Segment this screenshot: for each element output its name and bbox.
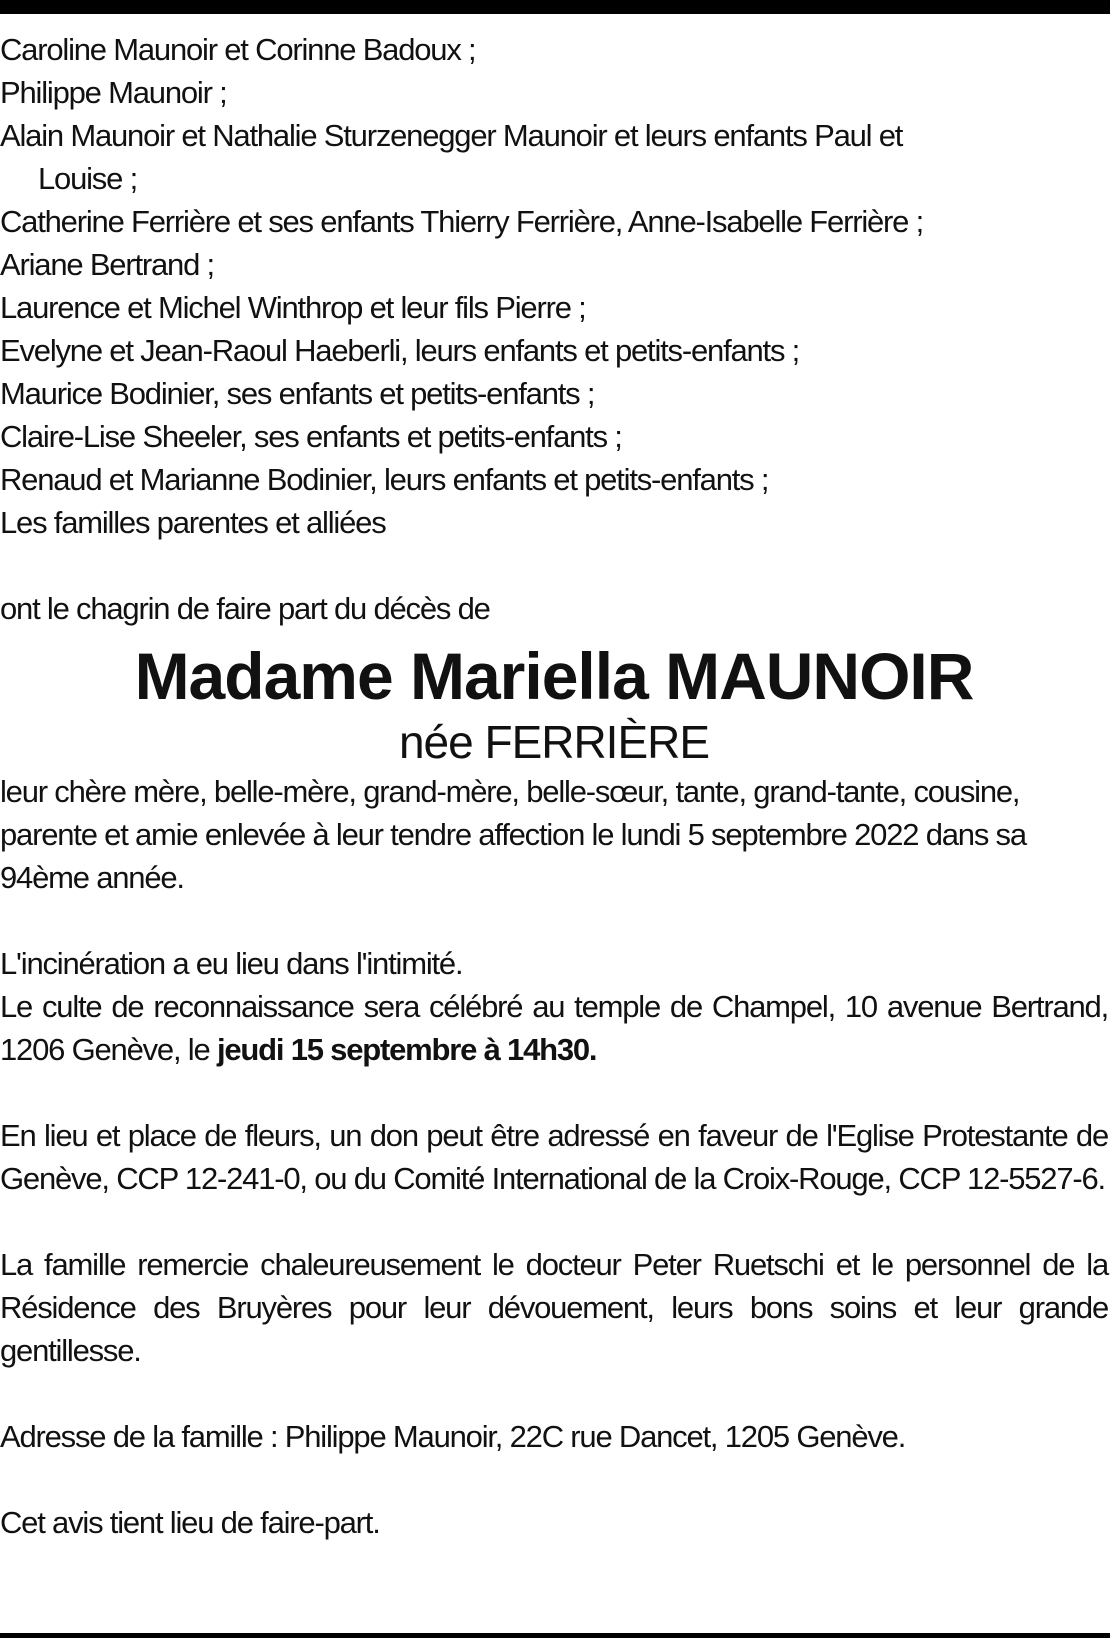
- death-notice: [0, 28, 1108, 1544]
- service-date: jeudi 15 septembre à 14h30.: [216, 1032, 597, 1067]
- spacer: [0, 544, 1108, 587]
- mourner-line: Catherine Ferrière et ses enfants Thierry Ferrière, Anne-Isabelle Ferrière ;: [0, 204, 924, 239]
- spacer: [0, 1200, 1108, 1243]
- bottom-border-rule: [0, 1633, 1110, 1638]
- service-details: [0, 985, 1108, 1071]
- mourner-line-continuation: Louise ;: [38, 161, 137, 196]
- deceased-name: Madame Mariella MAUNOIR: [134, 639, 974, 713]
- spacer: [0, 1458, 1108, 1501]
- cremation-note: L'incinération a eu lieu dans l'intimité.: [0, 946, 463, 981]
- spacer: [0, 1071, 1108, 1114]
- service-text: Le culte de reconnaissance sera célébré au temple de Champel, 10 avenue Bertrand, 1206 Genève, le: [0, 989, 1108, 1067]
- announcement-intro: ont le chagrin de faire part du décès de: [0, 591, 490, 626]
- deceased-description: leur chère mère, belle-mère, grand-mère, belle-sœur, tante, grand-tante, cousine, parente et amie enlevée à leur tendre affection le lundi 5 septembre 2022 dans sa 94ème année.: [0, 774, 1026, 895]
- spacer: [0, 899, 1108, 942]
- mourner-line: Alain Maunoir et Nathalie Sturzenegger Maunoir et leurs enfants Paul et: [0, 118, 903, 153]
- deceased-maiden-name: née FERRIÈRE: [398, 716, 710, 768]
- mourners-list: [0, 28, 1108, 544]
- spacer: [0, 1372, 1108, 1415]
- mourner-line: Maurice Bodinier, ses enfants et petits-enfants ;: [0, 376, 595, 411]
- mourner-line: Claire-Lise Sheeler, ses enfants et petits-enfants ;: [0, 419, 622, 454]
- mourner-line: Renaud et Marianne Bodinier, leurs enfants et petits-enfants ;: [0, 462, 769, 497]
- mourner-line: Ariane Bertrand ;: [0, 247, 214, 282]
- thanks-note: La famille remercie chaleureusement le docteur Peter Ruetschi et le personnel de la Résidence des Bruyères pour leur dévouement, leurs bons soins et leur grande gentillesse.: [0, 1247, 1108, 1368]
- donation-note: En lieu et place de fleurs, un don peut être adressé en faveur de l'Eglise Protestante de Genève, CCP 12-241-0, ou du Comité International de la Croix-Rouge, CCP 12-5527-6.: [0, 1118, 1108, 1196]
- mourner-line: Philippe Maunoir ;: [0, 75, 227, 110]
- family-address: Adresse de la famille : Philippe Maunoir, 22C rue Dancet, 1205 Genève.: [0, 1419, 906, 1454]
- top-border-rule: [0, 0, 1110, 14]
- closing-note: Cet avis tient lieu de faire-part.: [0, 1505, 380, 1540]
- mourner-line: Caroline Maunoir et Corinne Badoux ;: [0, 32, 476, 67]
- mourner-line: Evelyne et Jean-Raoul Haeberli, leurs enfants et petits-enfants ;: [0, 333, 800, 368]
- mourner-line: Laurence et Michel Winthrop et leur fils Pierre ;: [0, 290, 586, 325]
- mourner-line: Les familles parentes et alliées: [0, 505, 386, 540]
